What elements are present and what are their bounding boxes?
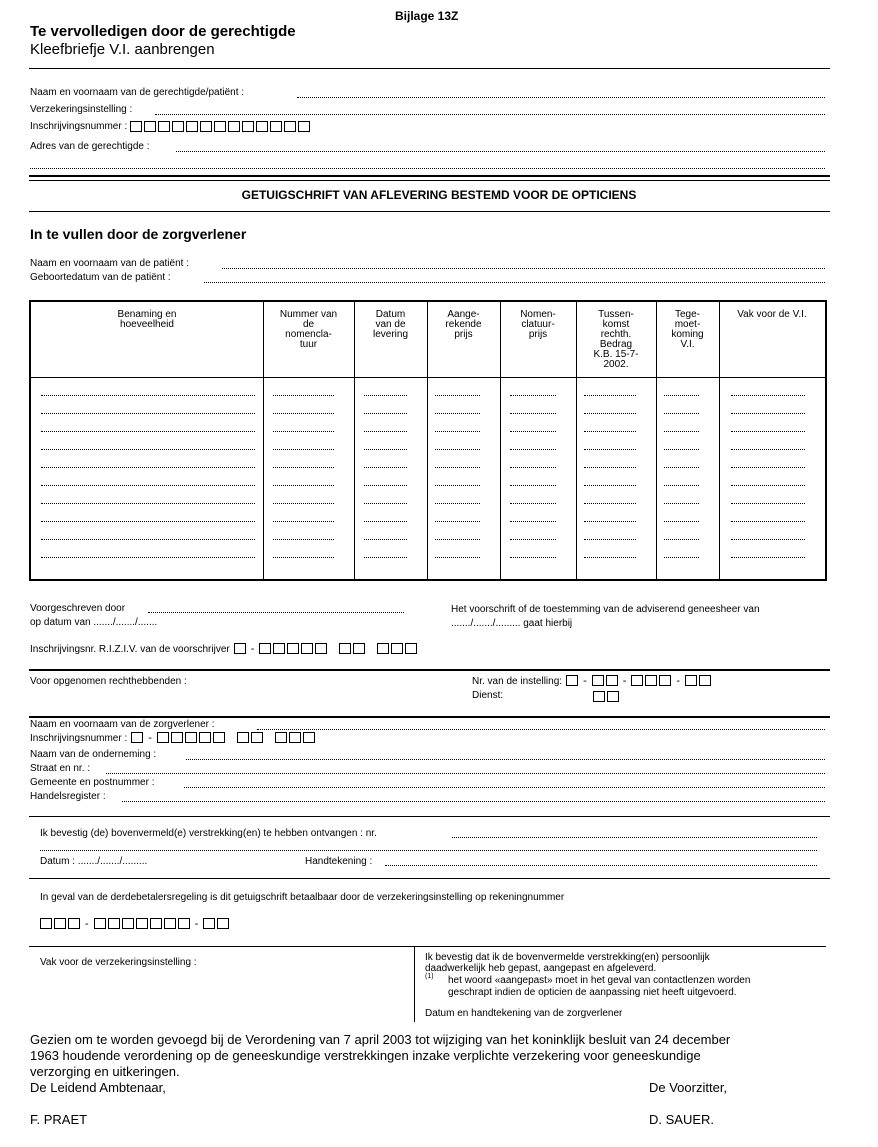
table-cell[interactable] [435,485,480,486]
table-cell[interactable] [364,431,407,432]
table-cell[interactable] [664,503,699,504]
approval-text-1: Het voorschrift of de toestemming van de adviserend geneesheer van [451,604,760,615]
patient-birthdate-field[interactable] [204,282,825,283]
provider-section-title: In te vullen door de zorgverlener [30,226,247,242]
institution-label: Nr. van de instelling: [472,675,563,687]
patient-birthdate-label: Geboortedatum van de patiënt : [30,272,171,283]
table-cell[interactable] [584,521,636,522]
table-cell[interactable] [364,521,407,522]
address-field-2[interactable] [30,168,825,169]
table-column-divider [719,302,720,579]
divider [29,211,830,212]
decree-line-2: 1963 houdende verordening op de geneeskundige verstrekkingen inzake verplichte verzekering voor geneeskundige [30,1048,701,1063]
table-cell[interactable] [364,557,407,558]
divider [29,180,830,181]
table-header-divider [31,377,825,378]
institution-boxes[interactable]: - - - [566,675,711,687]
divider [29,669,830,671]
table-cell[interactable] [273,413,334,414]
table-cell[interactable] [731,449,805,450]
table-cell[interactable] [584,395,636,396]
table-cell[interactable] [664,557,699,558]
official-name: F. PRAET [30,1112,88,1127]
table-cell[interactable] [510,485,556,486]
decree-line-1: Gezien om te worden gevoegd bij de Verordening van 7 april 2003 tot wijziging van het koninklijk besluit van 24 december [30,1032,731,1047]
riziv-row [30,643,417,655]
divider [29,68,830,69]
prescribed-by-field[interactable] [148,612,404,613]
table-cell[interactable] [510,449,556,450]
registration-number-boxes[interactable] [130,121,310,132]
caregiver-name-label: Naam en voornaam van de zorgverlener : [30,719,215,730]
municipality-field[interactable] [184,787,825,788]
riziv-boxes[interactable]: - [234,643,418,655]
table-cell[interactable] [731,539,805,540]
street-label: Straat en nr. : [30,763,91,774]
table-cell[interactable] [664,413,699,414]
table-cell[interactable] [364,485,407,486]
footnote-mark: (1) [425,973,434,980]
table-cell[interactable] [41,413,255,414]
insurer-label: Verzekeringsinstelling : [30,104,133,115]
account-number-boxes[interactable]: - - [40,918,229,930]
table-cell[interactable] [664,431,699,432]
receipt-signature-label: Handtekening : [305,856,373,867]
registration-number-label: Inschrijvingsnummer : [30,121,128,132]
footnote-line-2: geschrapt indien de opticien de aanpassing niet heeft uitgevoerd. [448,987,737,998]
table-cell[interactable] [273,395,334,396]
table-cell[interactable] [41,521,255,522]
table-cell[interactable] [731,431,805,432]
table-cell[interactable] [584,431,636,432]
receipt-signature-field[interactable] [385,865,817,866]
table-cell[interactable] [435,539,480,540]
annex-label: Bijlage 13Z [395,9,459,23]
decree-line-3: verzorging en uitkeringen. [30,1064,180,1079]
table-cell[interactable] [41,539,255,540]
table-cell[interactable] [273,467,334,468]
footnote-line-1: het woord «aangepast» moet in het geval van contactlenzen worden [448,975,751,986]
table-column-header: Tussen- komst rechth. Bedrag K.B. 15-7- 2002. [593,309,639,370]
delivery-table [29,300,827,581]
table-cell[interactable] [510,413,556,414]
trade-register-field[interactable] [122,801,825,802]
table-cell[interactable] [584,539,636,540]
service-label: Dienst: [472,690,504,701]
table-cell[interactable] [41,467,255,468]
table-cell[interactable] [584,503,636,504]
address-label: Adres van de gerechtigde : [30,141,150,152]
table-cell[interactable] [41,395,255,396]
table-cell[interactable] [273,539,334,540]
table-cell[interactable] [664,485,699,486]
divider [29,878,830,879]
prescribed-by-label: Voorgeschreven door [30,603,126,614]
company-label: Naam van de onderneming : [30,749,157,760]
form-title: Te vervolledigen door de gerechtigde [30,23,296,40]
table-cell[interactable] [510,521,556,522]
caregiver-registration-boxes[interactable]: - [131,732,315,744]
beneficiary-name-field[interactable] [297,97,825,98]
table-cell[interactable] [510,503,556,504]
table-column-header: Benaming en hoeveelheid [117,309,177,330]
table-cell[interactable] [435,449,480,450]
table-cell[interactable] [664,395,699,396]
table-cell[interactable] [41,485,255,486]
declaration-line-2: daadwerkelijk heb gepast, aangepast en afgeleverd. [425,963,657,974]
table-cell[interactable] [273,449,334,450]
patient-name-label: Naam en voornaam van de patiënt : [30,258,189,269]
table-cell[interactable] [435,557,480,558]
table-cell[interactable] [731,503,805,504]
table-cell[interactable] [435,395,480,396]
insurer-field[interactable] [155,114,825,115]
third-party-text: In geval van de derdebetalersregeling is dit getuigschrift betaalbaar door de verzekeringsinstelling op rekeningnummer [40,892,565,903]
table-cell[interactable] [435,467,480,468]
institution-row [472,675,711,687]
official-title: De Leidend Ambtenaar, [30,1080,166,1095]
table-cell[interactable] [364,449,407,450]
table-cell[interactable] [273,521,334,522]
table-cell[interactable] [364,395,407,396]
chair-title: De Voorzitter, [649,1080,728,1095]
table-column-divider [500,302,501,579]
table-cell[interactable] [273,557,334,558]
table-cell[interactable] [584,449,636,450]
chair-name: D. SAUER. [649,1112,715,1127]
table-cell[interactable] [273,485,334,486]
table-cell[interactable] [435,431,480,432]
table-cell[interactable] [273,431,334,432]
table-cell[interactable] [364,413,407,414]
table-cell[interactable] [584,467,636,468]
table-cell[interactable] [435,413,480,414]
patient-name-field[interactable] [222,268,825,269]
trade-register-label: Handelsregister : [30,791,106,802]
approval-text-2: ......./......./......... gaat hierbij [451,618,573,629]
company-field[interactable] [186,759,825,760]
table-cell[interactable] [584,557,636,558]
divider [29,175,830,177]
caregiver-registration-label: Inschrijvingsnummer : [30,732,128,744]
street-field[interactable] [106,773,825,774]
admitted-label: Voor opgenomen rechthebbenden : [30,676,187,687]
table-cell[interactable] [41,449,255,450]
riziv-label: Inschrijvingsnr. R.I.Z.I.V. van de voorschrijver [30,643,230,655]
table-cell[interactable] [731,521,805,522]
receipt-confirm-label: Ik bevestig (de) bovenvermeld(e) verstrekking(en) te hebben ontvangen : nr. [40,828,377,839]
table-cell[interactable] [731,395,805,396]
table-cell[interactable] [510,557,556,558]
table-cell[interactable] [510,395,556,396]
table-cell[interactable] [510,431,556,432]
caregiver-registration-row [30,732,315,744]
table-cell[interactable] [731,413,805,414]
table-cell[interactable] [41,431,255,432]
bottom-vertical-divider [414,946,415,1022]
divider [29,946,826,947]
table-cell[interactable] [664,521,699,522]
table-cell[interactable] [41,503,255,504]
table-cell[interactable] [364,503,407,504]
table-cell[interactable] [41,557,255,558]
table-cell[interactable] [435,503,480,504]
table-column-divider [354,302,355,579]
service-boxes[interactable] [593,691,619,702]
table-column-divider [427,302,428,579]
table-column-header: Datum van de levering [372,309,409,340]
table-column-header: Aange- rekende prijs [445,309,482,340]
table-column-header: Vak voor de V.I. [737,309,807,320]
declaration-line-1: Ik bevestig dat ik de bovenvermelde verstrekking(en) persoonlijk [425,952,710,963]
registration-number-row [30,121,310,132]
table-column-header: Nummer van de nomencla- tuur [279,309,338,350]
table-cell[interactable] [584,413,636,414]
table-cell[interactable] [273,503,334,504]
table-cell[interactable] [364,539,407,540]
table-cell[interactable] [731,485,805,486]
table-column-header: Tege- moet- koming V.I. [671,309,704,350]
insurer-box-label: Vak voor de verzekeringsinstelling : [40,957,197,968]
receipt-date-label: Datum : ......./......./......... [40,856,148,867]
address-field[interactable] [176,151,825,152]
table-cell[interactable] [664,539,699,540]
table-cell[interactable] [510,467,556,468]
certificate-title: GETUIGSCHRIFT VAN AFLEVERING BESTEMD VOOR DE OPTICIENS [241,188,637,202]
table-cell[interactable] [584,485,636,486]
form-subtitle: Kleefbriefje V.I. aanbrengen [30,41,215,58]
divider [29,816,830,817]
table-cell[interactable] [510,539,556,540]
table-column-header: Nomen- clatuur- prijs [520,309,556,340]
beneficiary-name-label: Naam en voornaam van de gerechtigde/patiënt : [30,87,245,98]
table-cell[interactable] [364,467,407,468]
municipality-label: Gemeente en postnummer : [30,777,155,788]
receipt-number-field[interactable] [452,837,817,838]
receipt-extra-field[interactable] [40,850,817,851]
prescription-date-label: op datum van ......./......./....... [30,617,158,628]
table-cell[interactable] [664,467,699,468]
table-cell[interactable] [731,467,805,468]
caregiver-name-field[interactable] [257,729,825,730]
table-cell[interactable] [664,449,699,450]
divider [29,716,830,718]
table-cell[interactable] [731,557,805,558]
signature-date-label: Datum en handtekening van de zorgverlener [425,1008,623,1019]
table-cell[interactable] [435,521,480,522]
